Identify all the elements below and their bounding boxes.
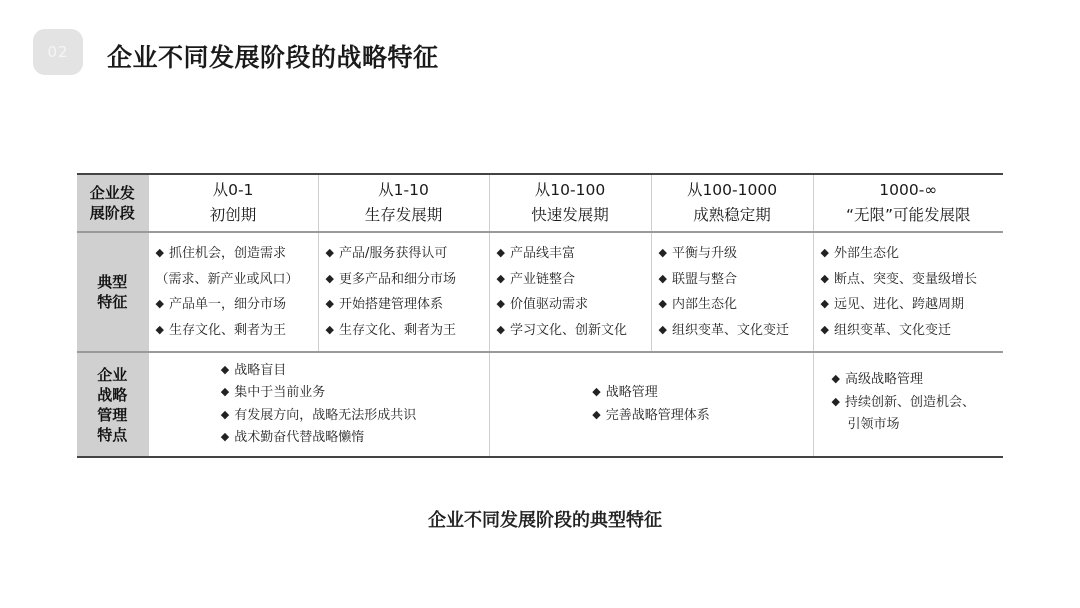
stage-range: 从10-100 bbox=[534, 181, 606, 199]
feature-item: ◆ 生存文化、剩者为王 bbox=[326, 318, 489, 344]
management-item: ◆ 战略盲目 bbox=[221, 360, 416, 383]
stage-header-cell bbox=[318, 174, 489, 232]
feature-item: ◆ 组织变革、文化变迁 bbox=[821, 318, 1004, 344]
stage-header-cell bbox=[489, 174, 651, 232]
management-item: ◆ 高级战略管理 bbox=[832, 369, 975, 392]
features-cell bbox=[318, 232, 489, 352]
row-label-management: 企业 战略 管理 特点 bbox=[77, 352, 148, 457]
stage-header-row bbox=[77, 174, 1003, 232]
feature-item: ◆ 更多产品和细分市场 bbox=[326, 267, 489, 293]
stage-name: 生存发展期 bbox=[364, 206, 443, 224]
stage-header-cell bbox=[148, 174, 318, 232]
features-cell bbox=[489, 232, 651, 352]
feature-item: ◆ 平衡与升级 bbox=[659, 241, 813, 267]
feature-item: ◆ 远见、进化、跨越周期 bbox=[821, 292, 1004, 318]
feature-item: ◆ 产品/服务获得认可 bbox=[326, 241, 489, 267]
stage-characteristics-table bbox=[77, 173, 1003, 458]
feature-item: ◆ 联盟与整合 bbox=[659, 267, 813, 293]
feature-item: ◆ 外部生态化 bbox=[821, 241, 1004, 267]
feature-item: ◆ 学习文化、创新文化 bbox=[497, 318, 651, 344]
feature-item: ◆ 产品线丰富 bbox=[497, 241, 651, 267]
stage-name: 快速发展期 bbox=[531, 206, 609, 224]
management-item: ◆ 持续创新、创造机会、 bbox=[832, 392, 975, 415]
feature-item: ◆ 内部生态化 bbox=[659, 292, 813, 318]
stage-range: 从100-1000 bbox=[686, 181, 778, 199]
feature-item: ◆ 断点、突变、变量级增长 bbox=[821, 267, 1004, 293]
management-item-continuation: 引领市场 bbox=[847, 417, 900, 432]
feature-item: ◆ 价值驱动需求 bbox=[497, 292, 651, 318]
management-cell-early bbox=[148, 352, 489, 457]
stage-range: 1000-∞ bbox=[879, 181, 938, 199]
stage-header-cell bbox=[813, 174, 1003, 232]
stage-name: 成熟稳定期 bbox=[693, 206, 771, 224]
features-cell bbox=[148, 232, 318, 352]
feature-item: ◆ 组织变革、文化变迁 bbox=[659, 318, 813, 344]
slide-number-badge bbox=[33, 29, 83, 75]
management-item: ◆ 有发展方向，战略无法形成共识 bbox=[221, 405, 416, 428]
management-row bbox=[77, 352, 1003, 457]
features-cell bbox=[813, 232, 1003, 352]
management-item: ◆ 完善战略管理体系 bbox=[592, 405, 709, 428]
features-row bbox=[77, 232, 1003, 352]
feature-item: ◆ 开始搭建管理体系 bbox=[326, 292, 489, 318]
stage-header-cell bbox=[651, 174, 813, 232]
row-label-stage: 企业发 展阶段 bbox=[77, 174, 148, 232]
stage-range: 从0-1 bbox=[212, 181, 254, 199]
feature-item: ◆ 抓住机会，创造需求 bbox=[156, 241, 318, 267]
feature-item: ◆ 生存文化、剩者为王 bbox=[156, 318, 318, 344]
management-cell-middle bbox=[489, 352, 813, 457]
row-label-features: 典型 特征 bbox=[77, 232, 148, 352]
feature-item: ◆ 产品单一，细分市场 bbox=[156, 292, 318, 318]
management-cell-late bbox=[813, 352, 1003, 457]
management-item: ◆ 集中于当前业务 bbox=[221, 382, 416, 405]
management-item: ◆ 战术勤奋代替战略懒惰 bbox=[221, 427, 416, 450]
feature-item-continuation: （需求、新产业或风口） bbox=[155, 271, 299, 287]
features-cell bbox=[651, 232, 813, 352]
slide-number: 02 bbox=[47, 43, 69, 61]
stage-range: 从1-10 bbox=[378, 181, 429, 199]
page-title: 企业不同发展阶段的战略特征 bbox=[107, 43, 439, 72]
stage-name: “无限”可能发展限 bbox=[845, 206, 971, 224]
feature-item: ◆ 产业链整合 bbox=[497, 267, 651, 293]
table-caption: 企业不同发展阶段的典型特征 bbox=[428, 510, 662, 531]
management-item: ◆ 战略管理 bbox=[592, 382, 709, 405]
stage-name: 初创期 bbox=[209, 206, 257, 224]
